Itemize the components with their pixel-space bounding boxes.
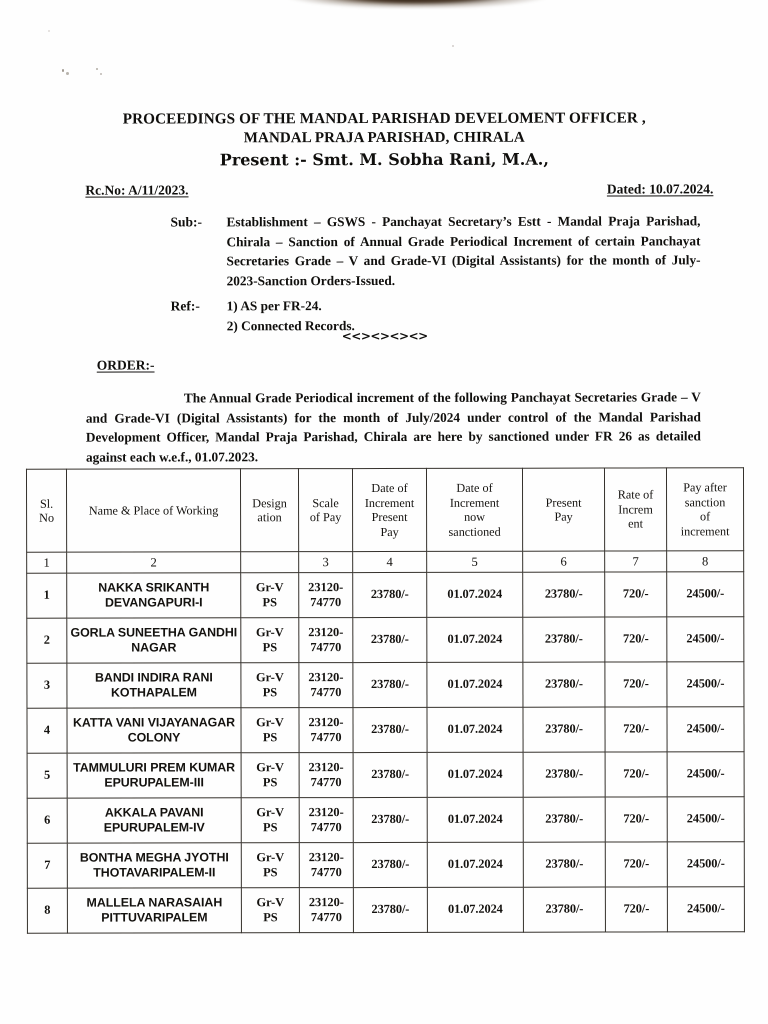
column-header-rate-of-increment <box>604 468 666 551</box>
cell-designation <box>241 663 299 708</box>
cell-text: NAGAR <box>131 640 177 655</box>
cell-text: 24500/- <box>686 676 725 691</box>
cell-text: NAKKA SRIKANTH <box>98 579 210 595</box>
cell-text: 6 <box>44 812 51 827</box>
header-text: Pay <box>380 524 399 539</box>
cell-text: 720/- <box>622 586 649 601</box>
cell-date-increment-present-pay <box>353 887 427 932</box>
page-title-line-1: PROCEEDINGS OF THE MANDAL PARISHAD DEVELOMENT OFFICER , <box>122 109 646 128</box>
table-row <box>27 797 744 844</box>
document-header <box>0 109 768 171</box>
reference-number: Rc.No: A/11/2023. <box>85 182 189 198</box>
cell-date-increment-now-sanctioned <box>427 707 523 752</box>
cell-date-increment-present-pay <box>353 617 427 662</box>
cell-text: 720/- <box>623 766 649 781</box>
cell-text: 23780/- <box>544 586 583 601</box>
header-text: Scale <box>312 495 339 510</box>
header-text: No <box>39 510 55 525</box>
cell-text: 74770 <box>310 730 342 745</box>
cell-text: 74770 <box>310 775 342 790</box>
cell-sl-no <box>27 663 67 708</box>
cell-text: 1 <box>43 587 50 602</box>
subject-label: Sub:- <box>170 214 202 230</box>
column-number: 3 <box>299 552 353 573</box>
subject-text: Establishment – GSWS - Panchayat Secretary’s Estt - Mandal Praja Parishad, Chirala – Sanction of Annual Grade Periodical Increment of certain Panchayat Secretaries Grade – V and Grade-VI (Digital Assistants) for the month of July-2023-Sanction Orders-Issued. <box>226 213 701 289</box>
cell-text: 23780/- <box>545 766 584 781</box>
scan-smudge-artifact-secondary <box>312 0 492 6</box>
cell-text: Gr-V <box>256 759 284 774</box>
cell-text: GORLA SUNEETHA GANDHI <box>70 624 238 640</box>
cell-text: PITTUVARIPALEM <box>101 910 208 925</box>
column-header-date-increment-now-sanctioned <box>426 468 522 551</box>
cell-text: Gr-V <box>255 624 284 639</box>
column-header-name-place <box>66 469 240 552</box>
cell-date-increment-present-pay <box>353 752 427 797</box>
cell-text: 23780/- <box>371 902 410 917</box>
cell-text: PS <box>262 640 278 655</box>
cell-text: 720/- <box>623 901 650 916</box>
cell-text: 3 <box>43 677 51 692</box>
cell-present-pay <box>523 617 605 662</box>
scan-speck <box>48 30 50 32</box>
header-text: Date of <box>371 480 408 496</box>
header-text: Name & Place of Working <box>88 503 219 518</box>
cell-text: Gr-V <box>255 579 284 594</box>
cell-present-pay <box>523 707 605 752</box>
cell-name-place <box>67 708 241 753</box>
cell-scale-of-pay <box>299 573 353 618</box>
column-number: 8 <box>667 551 744 572</box>
cell-text: AKKALA PAVANI <box>104 804 204 820</box>
cell-text: 74770 <box>310 640 342 655</box>
present-officer-line: Present :- Smt. M. Sobha Rani, M.A., <box>219 149 549 170</box>
table-row <box>27 617 744 664</box>
table-header-row <box>26 468 743 553</box>
cell-name-place <box>67 573 241 618</box>
table-row <box>27 572 744 619</box>
cell-text: 24500/- <box>686 901 725 916</box>
cell-text: 24500/- <box>686 811 725 826</box>
cell-text: 01.07.2024 <box>447 902 503 917</box>
reference-item: 1) AS per FR-24. <box>226 298 322 314</box>
cell-text: 23780/- <box>544 631 583 646</box>
cell-text: THOTAVARIPALEM-II <box>93 865 216 880</box>
cell-rate-of-increment <box>605 617 667 662</box>
header-text: Design <box>252 495 287 510</box>
cell-designation <box>241 888 299 933</box>
cell-date-increment-now-sanctioned <box>427 752 523 797</box>
column-header-date-increment-present-pay <box>352 468 426 551</box>
cell-text: PS <box>262 595 278 610</box>
cell-sl-no <box>27 573 67 618</box>
column-header-designation <box>240 469 298 552</box>
cell-text: EPURUPALEM-III <box>104 775 204 790</box>
cell-text: 23120- <box>308 759 344 774</box>
cell-text: 23780/- <box>371 857 410 872</box>
cell-text: 24500/- <box>686 721 725 736</box>
column-number: 7 <box>605 551 667 572</box>
cell-date-increment-now-sanctioned <box>427 572 523 617</box>
cell-text: 74770 <box>310 685 342 700</box>
header-text: of Pay <box>309 510 342 525</box>
cell-text: 23780/- <box>545 856 584 871</box>
column-header-present-pay <box>522 468 604 551</box>
column-header-pay-after-sanction <box>666 468 743 551</box>
cell-name-place <box>67 618 241 663</box>
scan-speck <box>100 73 102 75</box>
cell-rate-of-increment <box>605 572 667 617</box>
cell-text: 01.07.2024 <box>447 722 503 737</box>
cell-text: 01.07.2024 <box>447 857 503 872</box>
scan-speck <box>62 69 64 72</box>
order-heading <box>97 357 155 373</box>
column-number: 1 <box>27 552 67 573</box>
column-number: 6 <box>523 551 605 572</box>
cell-rate-of-increment <box>605 707 667 752</box>
cell-date-increment-now-sanctioned <box>427 617 523 662</box>
cell-designation <box>241 843 299 888</box>
cell-text: PS <box>262 820 278 835</box>
cell-text: 23120- <box>308 804 344 819</box>
cell-text: 01.07.2024 <box>447 632 503 647</box>
cell-text: BANDI INDIRA RANI <box>95 669 213 685</box>
cell-sl-no <box>27 843 67 888</box>
cell-scale-of-pay <box>299 798 353 843</box>
cell-text: PS <box>262 730 278 745</box>
scan-speck <box>66 72 69 75</box>
cell-text: 23120- <box>308 669 344 684</box>
cell-text: COLONY <box>127 730 181 745</box>
order-heading-text: ORDER:- <box>96 357 155 373</box>
cell-date-increment-now-sanctioned <box>427 887 523 932</box>
cell-pay-after-sanction <box>667 842 744 887</box>
header-text: sanctioned <box>448 524 501 539</box>
cell-pay-after-sanction <box>667 572 744 617</box>
header-text: ent <box>628 516 644 531</box>
cell-present-pay <box>523 797 605 842</box>
cell-pay-after-sanction <box>667 707 744 752</box>
cell-text: 23120- <box>308 894 344 909</box>
cell-text: 74770 <box>310 595 342 610</box>
cell-text: BONTHA MEGHA JYOTHI <box>79 849 229 865</box>
cell-pay-after-sanction <box>667 887 744 932</box>
cell-text: 23780/- <box>370 677 409 692</box>
cell-name-place <box>67 843 241 888</box>
column-header-sl-no <box>26 469 66 552</box>
cell-sl-no <box>27 798 67 843</box>
column-header-scale-of-pay <box>298 469 352 552</box>
cell-name-place <box>67 753 241 798</box>
cell-rate-of-increment <box>605 842 667 887</box>
cell-text: EPURUPALEM-IV <box>103 820 205 835</box>
table-row <box>27 662 744 709</box>
cell-text: 01.07.2024 <box>447 677 503 692</box>
increment-table <box>26 467 745 934</box>
cell-text: 720/- <box>623 856 650 871</box>
cell-text: 24500/- <box>686 766 725 781</box>
cell-name-place <box>67 663 241 708</box>
cell-text: Gr-V <box>256 804 285 819</box>
cell-text: DEVANGAPURI-I <box>104 595 203 610</box>
column-number: 5 <box>427 551 523 572</box>
cell-text: KOTHAPALEM <box>110 685 197 700</box>
cell-text: 74770 <box>310 865 342 880</box>
cell-text: PS <box>263 865 278 880</box>
cell-present-pay <box>523 572 605 617</box>
header-text: Increm <box>618 502 653 517</box>
table-body <box>27 572 745 934</box>
cell-sl-no <box>27 888 67 933</box>
column-number <box>241 552 299 573</box>
header-text: Pay after <box>683 480 727 495</box>
cell-text: 23120- <box>308 714 344 729</box>
cell-text: 720/- <box>622 631 649 646</box>
header-text: Sl. <box>39 496 54 511</box>
cell-date-increment-present-pay <box>353 842 427 887</box>
cell-rate-of-increment <box>605 752 667 797</box>
cell-text: 23780/- <box>545 811 584 826</box>
cell-text: 23780/- <box>370 632 409 647</box>
cell-text: 24500/- <box>686 856 725 871</box>
cell-text: 720/- <box>623 676 649 691</box>
cell-text: PS <box>262 775 278 790</box>
cell-text: 2 <box>43 632 50 647</box>
cell-text: 23780/- <box>371 812 410 827</box>
column-number-row <box>27 551 744 574</box>
cell-text: 24500/- <box>686 586 725 601</box>
cell-text: Gr-V <box>256 849 285 864</box>
section-separator: <<><><><> <box>341 328 428 344</box>
cell-date-increment-now-sanctioned <box>427 662 523 707</box>
cell-text: KATTA VANI VIJAYANAGAR <box>72 714 236 730</box>
header-text: Increment <box>449 495 500 510</box>
cell-text: 23780/- <box>545 901 584 916</box>
table-row <box>27 752 744 799</box>
cell-text: 8 <box>44 902 51 917</box>
cell-text: MALLELA NARASAIAH <box>86 894 223 910</box>
cell-text: PS <box>263 910 278 925</box>
cell-text: 720/- <box>623 811 650 826</box>
header-text: ation <box>257 510 282 525</box>
scan-smudge-artifact <box>282 0 552 8</box>
cell-present-pay <box>523 842 605 887</box>
cell-text: Gr-V <box>256 669 284 684</box>
table-header <box>26 468 743 574</box>
header-text: Pay <box>554 509 573 524</box>
header-text: Increment <box>364 495 415 510</box>
scan-speck <box>96 68 98 70</box>
cell-designation <box>241 618 299 663</box>
cell-text: 720/- <box>623 721 649 736</box>
cell-present-pay <box>523 662 605 707</box>
cell-text: 23780/- <box>370 587 409 602</box>
cell-text: 4 <box>43 722 51 737</box>
cell-rate-of-increment <box>605 797 667 842</box>
cell-date-increment-present-pay <box>353 797 427 842</box>
page-title-line-2: MANDAL PRAJA PARISHAD, CHIRALA <box>243 129 525 147</box>
cell-pay-after-sanction <box>667 662 744 707</box>
cell-text: 01.07.2024 <box>447 767 503 782</box>
cell-sl-no <box>27 618 67 663</box>
header-text: now <box>464 509 486 524</box>
cell-text: 23780/- <box>371 722 409 737</box>
cell-text: 23780/- <box>544 676 583 691</box>
cell-text: PS <box>262 685 278 700</box>
cell-designation <box>241 798 299 843</box>
subject-block <box>170 211 700 290</box>
table-row <box>27 887 744 934</box>
cell-text: Gr-V <box>256 714 284 729</box>
cell-scale-of-pay <box>299 708 353 753</box>
header-text: sanction <box>684 494 726 509</box>
cell-text: 74770 <box>310 910 342 925</box>
cell-name-place <box>67 798 241 843</box>
cell-pay-after-sanction <box>667 797 744 842</box>
cell-date-increment-present-pay <box>353 662 427 707</box>
cell-scale-of-pay <box>299 888 353 933</box>
cell-designation <box>241 573 299 618</box>
cell-scale-of-pay <box>299 843 353 888</box>
cell-text: 23780/- <box>371 767 410 782</box>
cell-designation <box>241 708 299 753</box>
cell-text: 01.07.2024 <box>447 587 503 602</box>
table-row <box>27 707 744 754</box>
table-row <box>27 842 744 889</box>
cell-date-increment-now-sanctioned <box>427 797 523 842</box>
cell-present-pay <box>523 887 605 932</box>
cell-text: 7 <box>44 857 51 872</box>
cell-sl-no <box>27 753 67 798</box>
cell-pay-after-sanction <box>667 752 744 797</box>
increment-table-container <box>26 467 744 934</box>
dated-value: Dated: 10.07.2024. <box>606 181 714 197</box>
cell-present-pay <box>523 752 605 797</box>
order-body-text: The Annual Grade Periodical increment of the following Panchayat Secretaries Grade – V and Grade-VI (Digital Assistants) for the month of July/2024 under control of the Mandal Parishad Development Officer, Mandal Praja Parishad, Chirala are here by sanctioned under FR 26 as detailed against each w.e.f., 01.07.2023. <box>85 389 701 465</box>
cell-date-increment-now-sanctioned <box>427 842 523 887</box>
reference-date-line <box>85 181 713 198</box>
cell-rate-of-increment <box>605 662 667 707</box>
column-number: 2 <box>67 552 241 573</box>
reference-item: 2) Connected Records. <box>226 317 355 333</box>
cell-rate-of-increment <box>605 887 667 932</box>
header-text: Date of <box>456 480 493 495</box>
cell-pay-after-sanction <box>667 617 744 662</box>
cell-sl-no <box>27 708 67 753</box>
cell-scale-of-pay <box>299 753 353 798</box>
cell-date-increment-present-pay <box>353 572 427 617</box>
cell-text: Gr-V <box>256 894 285 909</box>
header-text: Rate of <box>617 487 654 502</box>
cell-scale-of-pay <box>299 663 353 708</box>
column-number: 4 <box>353 551 427 572</box>
cell-text: 5 <box>43 767 51 782</box>
header-text: Present <box>371 509 408 525</box>
header-text: of <box>699 509 711 524</box>
cell-text: 74770 <box>310 820 342 835</box>
cell-designation <box>241 753 299 798</box>
cell-text: 23120- <box>308 579 344 594</box>
cell-text: 01.07.2024 <box>447 812 503 827</box>
reference-label: Ref:- <box>170 298 200 314</box>
cell-text: 24500/- <box>686 631 725 646</box>
scan-speck <box>452 45 454 47</box>
cell-text: TAMMULURI PREM KUMAR <box>73 759 236 775</box>
header-text: Present <box>545 495 582 510</box>
cell-scale-of-pay <box>299 618 353 663</box>
cell-text: 23120- <box>308 849 344 864</box>
header-text: increment <box>680 523 730 538</box>
cell-date-increment-present-pay <box>353 707 427 752</box>
cell-name-place <box>67 888 241 933</box>
cell-text: 23780/- <box>545 721 583 736</box>
cell-text: 23120- <box>308 624 344 639</box>
